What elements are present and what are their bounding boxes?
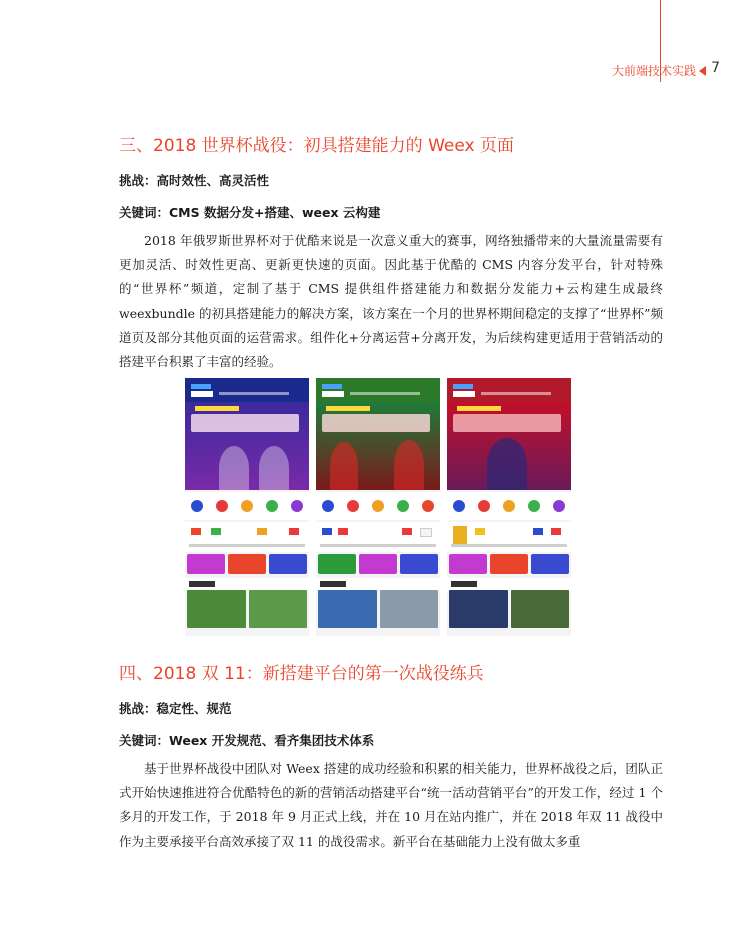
worldcup-screenshots-figure (185, 378, 571, 636)
section3-challenge: 挑战：高时效性、高灵活性 (119, 173, 270, 188)
section4-paragraph (119, 757, 663, 854)
icon-row (316, 492, 440, 520)
banner-image (185, 402, 309, 490)
section4-paragraph-text: 基于世界杯战役中团队对 Weex 搭建的成功经验和积累的相关能力，世界杯战役之后，团队正式开始快速推进符合优酷特色的新的营销活动搭建平台“统一活动营销平台”的开发工作，经过 1 个多月的开发工作，于 2018 年 9 月正式上线，并在 10 月在站内推广，并在 2018 年双 11 战役中作为主要承接平台高效承接了双 11 的战役需求。新平台在基础能力上没有做太多重 (119, 761, 663, 849)
section4-heading: 四、2018 双 11：新搭建平台的第一次战役练兵 (119, 664, 484, 684)
screenshot-3 (447, 378, 571, 636)
triangle-marker-icon (699, 66, 706, 76)
section4-challenge: 挑战：稳定性、规范 (119, 701, 232, 716)
page-number: 7 (711, 60, 720, 76)
section-title-bar (447, 578, 571, 590)
screenshot-1 (185, 378, 309, 636)
match-card (447, 522, 571, 552)
running-header-title: 大前端技术实践 (611, 64, 696, 78)
promo-row (316, 554, 440, 576)
section-title-bar (316, 578, 440, 590)
app-topbar (185, 378, 309, 402)
running-header (540, 62, 720, 82)
video-thumbnails (185, 590, 309, 636)
promo-row (185, 554, 309, 576)
app-topbar (316, 378, 440, 402)
banner-image (316, 402, 440, 490)
section-title-bar (185, 578, 309, 590)
icon-row (447, 492, 571, 520)
app-topbar (447, 378, 571, 402)
video-thumbnails (447, 590, 571, 636)
section3-heading: 三、2018 世界杯战役：初具搭建能力的 Weex 页面 (119, 136, 514, 156)
section3-paragraph (119, 229, 663, 374)
banner-image (447, 402, 571, 490)
section3-keywords: 关键词：CMS 数据分发+搭建、weex 云构建 (119, 205, 381, 220)
match-card (316, 522, 440, 552)
screenshot-2 (316, 378, 440, 636)
section4-keywords: 关键词：Weex 开发规范、看齐集团技术体系 (119, 733, 375, 748)
section3-paragraph-text: 2018 年俄罗斯世界杯对于优酷来说是一次意义重大的赛事，网络独播带来的大量流量需要有更加灵活、时效性更高、更新更快速的页面。因此基于优酷的 CMS 内容分发平台，针对特殊的“世界杯”频道，定制了基于 CMS 提供组件搭建能力和数据分发能力+云构建生成最终 weexbundle 的初具搭建能力的解决方案，该方案在一个月的世界杯期间稳定的支撑了“世界杯”频道页及部分其他页面的运营需求。组件化+分离运营+分离开发，为后续构建更适用于营销活动的搭建平台积累了丰富的经验。 (119, 233, 664, 370)
icon-row (185, 492, 309, 520)
match-card (185, 522, 309, 552)
promo-row (447, 554, 571, 576)
video-thumbnails (316, 590, 440, 636)
